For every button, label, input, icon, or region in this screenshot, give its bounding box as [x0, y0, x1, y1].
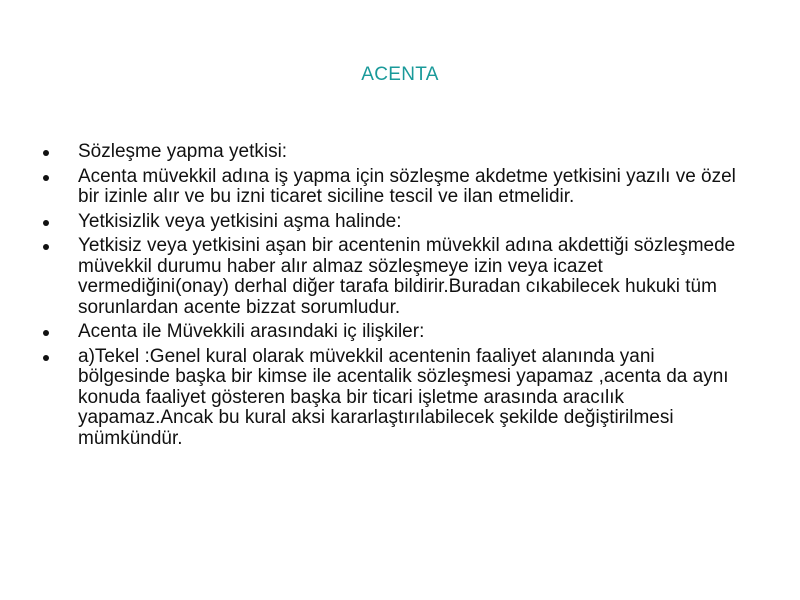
bullet-dot-icon	[43, 220, 49, 226]
bullet-dot-icon	[43, 330, 49, 336]
bullet-item	[40, 322, 740, 343]
bullet-text: Yetkisiz veya yetkisini aşan bir acentenin müvekkil adına akdettiği sözleşmede müvekkil durumu haber alır almaz sözleşmeye izin veya icazet vermediğini(onay) derhal diğer tarafa bildirir.Buradan cıkabilecek hukuki tüm sorunlardan acente bizzat sorumludur.	[78, 235, 736, 318]
slide-title: ACENTA	[361, 64, 439, 85]
bullet-text: Sözleşme yapma yetkisi:	[78, 141, 288, 162]
bullet-dot-icon	[43, 175, 49, 181]
bullet-text: Acenta müvekkil adına iş yapma için sözleşme akdetme yetkisini yazılı ve özel bir izinle alır ve bu izni ticaret siciline tescil ve ilan etmelidir.	[78, 165, 736, 207]
bullet-text: Acenta ile Müvekkili arasındaki iç ilişkiler:	[78, 321, 425, 342]
bullet-text: a)Tekel :Genel kural olarak müvekkil acentenin faaliyet alanında yani bölgesinde başka bir kimse ile acentalik sözleşmesi yapamaz ,acenta da aynı konuda faaliyet gösteren başka bir ticari işletme arasında aracılık yapamaz.Ancak bu kural aksi kararlaştırılabilecek şekilde değiştirilmesi mümkündür.	[78, 345, 729, 449]
bullet-item	[40, 142, 740, 163]
bullet-item	[40, 347, 740, 450]
bullet-item	[40, 167, 740, 208]
bullet-dot-icon	[43, 244, 49, 250]
bullet-list	[40, 142, 740, 453]
bullet-dot-icon	[43, 355, 49, 361]
bullet-item	[40, 236, 740, 318]
bullet-text: Yetkisizlik veya yetkisini aşma halinde:	[78, 210, 402, 232]
bullet-item	[40, 212, 740, 233]
bullet-dot-icon	[43, 150, 49, 156]
